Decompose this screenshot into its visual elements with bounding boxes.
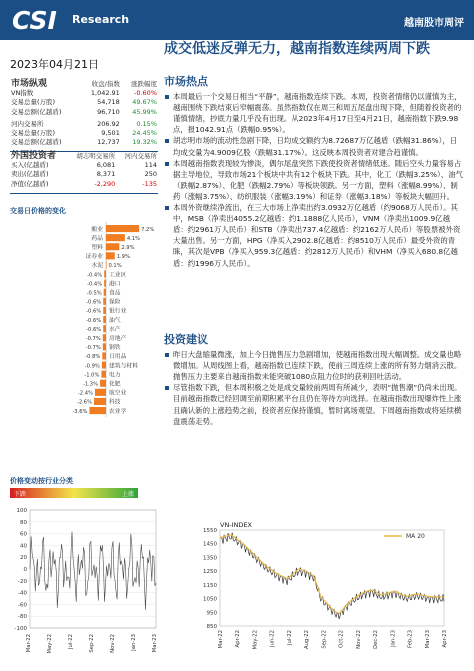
bullet-paragraph: 胡志明市场的流动性急剧下降，日均成交额约为8.72687万亿越盾（跌幅31.86%），日均成交量为4.9009亿股（跌幅31.17%）。这反映本周投资者对建合趋谨慎。 <box>164 135 464 157</box>
x-tick: Aug-22 <box>304 630 311 649</box>
sector-name: 药品 <box>91 235 103 242</box>
sector-bar <box>103 343 106 350</box>
x-tick: Apr-22 <box>235 630 242 648</box>
sector-value: -0.9% <box>84 363 100 370</box>
sector-bar <box>95 389 106 396</box>
breadth-chart <box>6 506 162 664</box>
summary-value: 96,710 <box>97 107 120 116</box>
header-bar <box>0 0 474 40</box>
x-tick: Nov-22 <box>110 634 116 653</box>
summary-change: 45.99% <box>132 107 157 116</box>
x-tick: Nov-22 <box>355 630 362 649</box>
sector-value: -0.6% <box>86 317 102 324</box>
y-tick: 80 <box>20 519 27 526</box>
summary-row <box>10 138 158 147</box>
page-title: 成交低迷反弹无力，越南指数连续两周下跌 <box>164 41 430 57</box>
sector-bar <box>101 371 106 378</box>
foreign-hnx-value: -135 <box>142 179 157 188</box>
sector-value: 2.9% <box>121 245 135 251</box>
summary-label: 交易总量(万股) <box>11 98 56 107</box>
sector-value: 1.9% <box>116 254 130 261</box>
market-summary <box>10 80 158 152</box>
breadth-right-label: 上涨 <box>121 491 134 498</box>
summary-row <box>10 129 158 138</box>
sector-bar <box>104 271 106 278</box>
sector-name: 港口 <box>109 281 121 288</box>
foreign-hnx-value: 114 <box>144 161 157 170</box>
x-tick: Jan-23 <box>131 634 137 651</box>
bullet-paragraph: 本周外资继续净流出，在三大市场上净卖出约3.0932万亿越盾（约9068万人民币）。其中，MSB（净卖出4055.2亿越盾：约1.1888亿人民币），VNM（净卖出1009.9亿越盾：约2961万人民币）和STB（净卖出737.4亿越盾：约2162万人民币）等股票被外资大量出售。另一方面，HPG（净买入2902.8亿越盾：约8510万人民币）最受外资的青睐，其次是VPB（净买入959.3亿越盾：约2812万人民币）和VHM（净买入680.8亿越盾：约1996万人民币）。 <box>164 202 464 269</box>
ma20-line <box>220 535 444 614</box>
x-tick: May-22 <box>47 634 53 654</box>
sector-name: 保险 <box>109 299 121 306</box>
sector-name: 塑料 <box>91 245 103 251</box>
sector-name: 证券业 <box>85 254 103 261</box>
advice-section-title: 投资建议 <box>164 333 208 346</box>
sector-bar <box>106 252 115 259</box>
x-tick: Dec-22 <box>373 630 380 649</box>
sector-value: -0.7% <box>85 345 101 352</box>
x-tick: Jan-23 <box>390 630 397 647</box>
bullet-paragraph: 本周最后一个交易日相当“平静”，越南指数连续下跌。本周，投资者情绪仍以谨慎为主，越南围绕下跌结束后窄幅震荡。虽然指数仅在周三和周五尾盘出现下降，但随着投资者的谨慎情绪，抄底力量几乎没有出现。从2023年4月17日至4月21日，越南指数下跌9.98点，报1042.91点（跌幅0.95%）。 <box>164 91 464 135</box>
market-summary-title: 市场纵观 <box>11 79 48 89</box>
bullet-paragraph: 尽管指数下跌，但本周积极之处是成交量较前两周有所减少，表明“抛售潮”仍尚未出现。目前越南指数已经回调至前期积累平台且仍在等待方向选择。在越南指数出现爆炸性上涨且确认新的上涨趋势之前，投资者应保持谨慎，暂时离场观望。下周越南指数或将延续横盘震荡走势。 <box>164 382 464 426</box>
foreign-hose-value: 8,371 <box>96 170 116 179</box>
foreign-row <box>10 170 158 179</box>
x-tick: Mar-23 <box>152 634 158 653</box>
y-tick: 850 <box>206 624 217 630</box>
sector-name: 油气 <box>109 317 121 324</box>
col-change: 涨跌幅度 <box>131 80 157 88</box>
breadth-title: 价格变动按行业分类 <box>10 477 73 485</box>
sector-bar <box>102 362 106 369</box>
breadth-gradient-bar <box>10 488 138 498</box>
sector-name: 食品 <box>109 290 121 297</box>
x-tick: Jul-22 <box>286 630 293 646</box>
summary-value: 54,718 <box>97 98 120 107</box>
summary-value: 12,737 <box>97 138 120 147</box>
sector-name: 电力 <box>109 372 121 379</box>
market-section-title: 市场热点 <box>164 75 208 88</box>
x-tick: Mar-22 <box>26 634 32 653</box>
x-tick: Jul-22 <box>68 634 74 650</box>
sector-bar <box>104 280 106 287</box>
legend-label: MA 20 <box>406 533 425 540</box>
summary-value: 9,501 <box>101 129 120 138</box>
sector-bar <box>106 234 125 241</box>
plot-frame <box>220 530 444 626</box>
sector-bar <box>103 307 106 314</box>
sector-value: -1.3% <box>82 381 99 388</box>
y-tick: 1150 <box>203 582 217 589</box>
summary-change: 24.45% <box>132 129 157 138</box>
summary-row <box>10 108 158 119</box>
col-close: 收盘/指数 <box>91 80 120 88</box>
sector-name: 农业学 <box>109 408 127 415</box>
sector-value: -0.5% <box>86 290 102 297</box>
sector-bar <box>103 325 106 332</box>
sector-value: 0.1% <box>108 263 122 270</box>
sector-value: -0.4% <box>87 281 103 288</box>
sector-name: 钢铁 <box>109 345 121 352</box>
sector-bar <box>106 225 139 232</box>
sector-bar <box>103 298 106 305</box>
sector-value: -2.4% <box>77 390 93 397</box>
y-tick: -100 <box>14 626 27 632</box>
col-hnx: 河内交易所 <box>124 152 157 160</box>
sector-value: -2.6% <box>76 399 93 406</box>
y-tick: 60 <box>20 531 27 538</box>
bullet-paragraph: 本周越南指数表现较为惨淡，偶尔尾盘突然下跌使投资者情绪低迷。随后空头力量容易占据主导地位，导致市场21个板块中共有12个板块下跌。其中，化工（跌幅3.25%）、油气（跌幅2.87%）、化肥（跌幅2.79%）等板块领跌。另一方面，塑料（涨幅8.99%）、制药（涨幅3.75%）、纺织服装（涨幅3.19%）和证券（涨幅3.18%）等板块大幅回升。 <box>164 158 464 202</box>
sector-name: 航空业 <box>109 390 127 397</box>
x-tick: May-22 <box>252 630 259 650</box>
sector-name: 银行业 <box>109 308 127 315</box>
foreign-hnx-value: 250 <box>144 170 157 179</box>
y-tick: 1450 <box>203 541 217 548</box>
summary-value: 206.92 <box>97 119 120 128</box>
summary-label: 河内交易所 <box>11 119 44 128</box>
sector-name: 水产 <box>109 326 121 333</box>
sector-value: -0.6% <box>86 308 102 315</box>
sector-value: -3.6% <box>72 408 88 415</box>
summary-label: 交易总额(亿越盾) <box>11 107 62 116</box>
foreign-title: 外国投资者 <box>11 151 57 161</box>
x-tick: Sep-22 <box>89 634 95 653</box>
summary-change: 49.67% <box>132 98 157 107</box>
foreign-label: 卖出(亿越盾) <box>11 170 49 179</box>
foreign-investors <box>10 152 158 194</box>
breadth-line <box>30 532 156 610</box>
summary-change: 0.15% <box>136 119 157 128</box>
report-date: 2023年04月21日 <box>10 58 99 71</box>
sector-name: 日用品 <box>109 354 127 361</box>
csi-logo <box>12 7 66 33</box>
sector-bar <box>100 380 106 387</box>
summary-change: -0.60% <box>134 89 157 98</box>
foreign-label: 净值(亿越盾) <box>11 179 49 188</box>
brand-label: Research <box>72 13 130 26</box>
advice-section <box>164 334 464 427</box>
y-tick: 1350 <box>203 555 217 562</box>
y-tick: -40 <box>18 590 27 597</box>
foreign-row <box>10 180 158 189</box>
summary-change: 19.32% <box>132 138 157 147</box>
summary-label: VN指数 <box>11 89 34 98</box>
x-tick: Mar-22 <box>218 630 224 649</box>
vn-chart-title: VN-INDEX <box>220 521 252 529</box>
sector-change-chart <box>10 222 160 418</box>
sector-name: 建筑与材料 <box>109 363 138 370</box>
vn-index-line <box>220 533 444 619</box>
sector-value: -1.0% <box>84 372 100 379</box>
x-tick: Apr-23 <box>442 630 448 648</box>
sector-value: -0.7% <box>85 336 101 342</box>
x-tick: Feb-23 <box>407 630 414 649</box>
summary-label: 交易总额(亿越盾) <box>11 138 62 147</box>
summary-value: 1,042.91 <box>90 89 120 98</box>
sector-value: -0.8% <box>85 354 101 361</box>
market-section <box>164 76 464 269</box>
sector-name: 科技 <box>109 399 121 406</box>
sector-bar <box>106 243 119 250</box>
sector-bar <box>89 407 106 414</box>
breadth-left-label: 下跌 <box>14 491 27 498</box>
x-tick: Oct-22 <box>338 630 345 648</box>
y-tick: -80 <box>18 614 27 621</box>
col-hose: 胡志明交易所 <box>76 152 116 160</box>
y-tick: 1250 <box>203 569 217 576</box>
sector-bar <box>103 334 106 341</box>
sector-chart-title: 交易日价格的变化 <box>10 207 66 215</box>
foreign-label: 买入(亿越盾) <box>11 161 49 170</box>
y-tick: 1050 <box>203 596 217 603</box>
summary-label: 交易总量(万股) <box>11 129 56 138</box>
summary-row <box>10 118 158 129</box>
sector-bar <box>103 316 106 323</box>
foreign-hose-value: 6,081 <box>96 161 116 170</box>
sector-name: 化肥 <box>109 381 121 388</box>
sector-name: 酿业 <box>91 226 103 233</box>
y-tick: 950 <box>206 610 217 617</box>
x-tick: Jun-22 <box>269 630 276 647</box>
sector-value: -0.4% <box>87 272 103 279</box>
y-tick: 0 <box>23 567 27 573</box>
sector-bar <box>104 289 106 296</box>
summary-row <box>10 98 158 107</box>
sector-name: 房地产 <box>109 336 127 342</box>
y-tick: 20 <box>20 555 27 562</box>
x-tick: Mar-23 <box>424 630 431 649</box>
y-tick: 100 <box>16 508 27 514</box>
sector-value: 4.1% <box>126 235 141 242</box>
y-tick: 1550 <box>203 528 217 534</box>
sector-bar <box>102 352 106 359</box>
sector-value: -0.6% <box>86 299 102 306</box>
sector-value: 7.2% <box>141 226 155 233</box>
sector-bar <box>106 261 107 268</box>
x-tick: Sep-22 <box>321 630 328 649</box>
svg-text:CSI: CSI <box>12 7 57 33</box>
report-name: 越南股市周评 <box>404 18 464 29</box>
y-tick: -60 <box>18 602 27 609</box>
sector-value: -0.6% <box>86 326 102 333</box>
bullet-paragraph: 昨日大盘缩量微涨，加上今日抛售压力急剧增加，使越南指数出现大幅调整。成交量也略微增加。从周线图上看，越南指数已连续下跌，使前三周连续上涨的所有努力烟消云散。抛售压力主要来自越南指数未能突破1080点阻力位时的获利回吐活动。 <box>164 349 464 382</box>
y-tick: -20 <box>18 578 27 585</box>
sector-name: 水泥 <box>91 263 103 270</box>
sector-name: 工业区 <box>109 272 127 279</box>
y-tick: 40 <box>20 543 27 550</box>
vn-index-chart <box>196 520 448 665</box>
foreign-hose-value: -2,290 <box>94 179 116 188</box>
sector-bar <box>94 398 106 405</box>
